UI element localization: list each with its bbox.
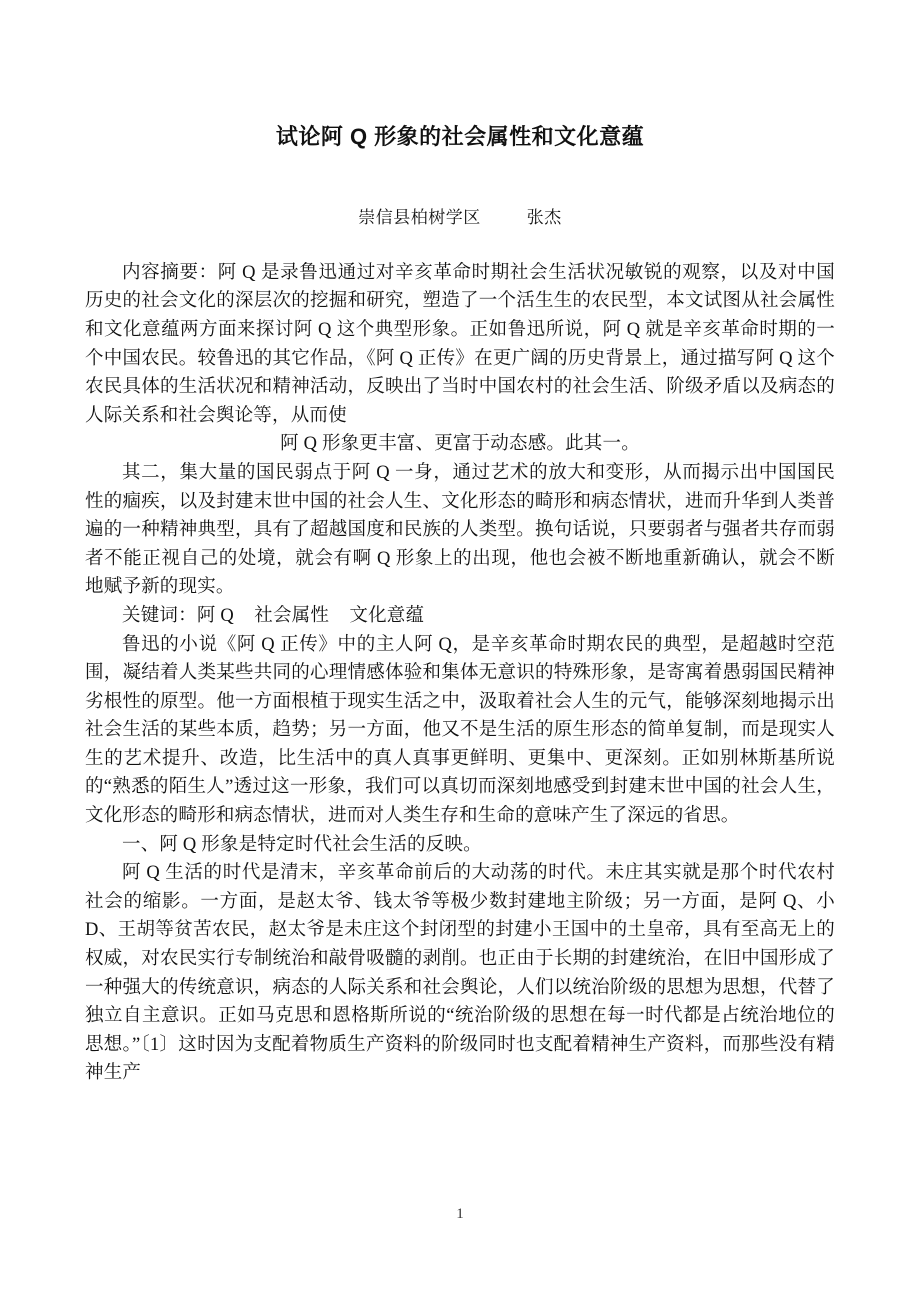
paragraph-section-one-body: 阿 Q 生活的时代是清末，辛亥革命前后的大动荡的时代。未庄其实就是那个时代农村社会的缩影。一方面，是赵太爷、钱太爷等极少数封建地主阶级；另一方面，是阿 Q、小 D、王胡等贫苦农民，赵太爷是未庄这个封闭型的封建小王国中的土皇帝，具有至高无上的权威，对农民实行专制统治和敲骨吸髓的剥削。也正由于长期的封建统治，在旧中国形成了一种强大的传统意识，病态的人际关系和社会舆论，人们以统治阶级的思想为思想，代替了独立自主意识。正如马克思和恩格斯所说的“统治阶级的思想在每一时代都是占统治地位的思想。”〔1〕这时因为支配着物质生产资料的阶级同时也支配着精神生产资料，而那些没有精神生产 bbox=[85, 863, 835, 1084]
paragraph-abstract-second: 其二，集大量的国民弱点于阿 Q 一身，通过艺术的放大和变形，从而揭示出中国国民性的痼疾，以及封建末世中国的社会人生、文化形态的畸形和病态情状，进而升华到人类普遍的一种精神典型，具有了超越国度和民族的人类型。换句话说，只要弱者与强者共存而弱者不能正视自己的处境，就会有啊 Q 形象上的出现，他也会被不断地重新确认，就会不断地赋予新的现实。 bbox=[85, 462, 835, 598]
keyword-item-3: 文化意蕴 bbox=[349, 605, 425, 626]
paragraph-keywords bbox=[85, 602, 835, 631]
paragraph-abstract-tail-centered: 阿 Q 形象更丰富、更富于动态感。此其一。 bbox=[280, 434, 640, 455]
byline-author: 张杰 bbox=[526, 208, 562, 228]
byline-affiliation: 崇信县柏树学区 bbox=[358, 208, 481, 228]
paragraph-abstract-main: 内容摘要：阿 Q 是录鲁迅通过对辛亥革命时期社会生活状况敏锐的观察，以及对中国历史的社会文化的深层次的挖掘和研究，塑造了一个活生生的农民型，本文试图从社会属性和文化意蕴两方面来探讨阿 Q 这个典型形象。正如鲁迅所说，阿 Q 就是辛亥革命时期的一个中国农民。较鲁迅的其它作品，《阿 Q 正传》在更广阔的历史背景上，通过描写阿 Q 这个农民具体的生活状况和精神活动，反映出了当时中国农村的社会生活、阶级矛盾以及病态的人际关系和社会舆论等，从而使 bbox=[85, 262, 835, 426]
body-text bbox=[85, 229, 835, 1088]
keywords-label: 关键词： bbox=[122, 605, 197, 626]
paragraph-intro-body: 鲁迅的小说《阿 Q 正传》中的主人阿 Q，是辛亥革命时期农民的典型，是超越时空范围，凝结着人类某些共同的心理情感体验和集体无意识的特殊形象，是寄寓着愚弱国民精神劣根性的原型。他一方面根植于现实生活之中，汲取着社会人生的元气，能够深刻地揭示出社会生活的某些本质，趋势；另一方面，他又不是生活的原生形态的简单复制，而是现实人生的艺术提升、改造，比生活中的真人真事更鲜明、更集中、更深刻。正如别林斯基所说的“熟悉的陌生人”透过这一形象，我们可以真切而深刻地感受到封建末世中国的社会人生，文化形态的畸形和病态情状，进而对人类生存和生命的意味产生了深远的省思。 bbox=[85, 634, 835, 827]
keyword-item-2: 社会属性 bbox=[254, 605, 330, 626]
keyword-item-1: 阿 Q bbox=[196, 605, 234, 626]
page-content bbox=[85, 0, 835, 1088]
page-title: 试论阿 Q 形象的社会属性和文化意蕴 bbox=[275, 124, 645, 149]
page-number: 1 bbox=[456, 1206, 464, 1222]
byline bbox=[85, 150, 835, 228]
section-heading-one: 一、阿 Q 形象是特定时代社会生活的反映。 bbox=[122, 834, 482, 855]
